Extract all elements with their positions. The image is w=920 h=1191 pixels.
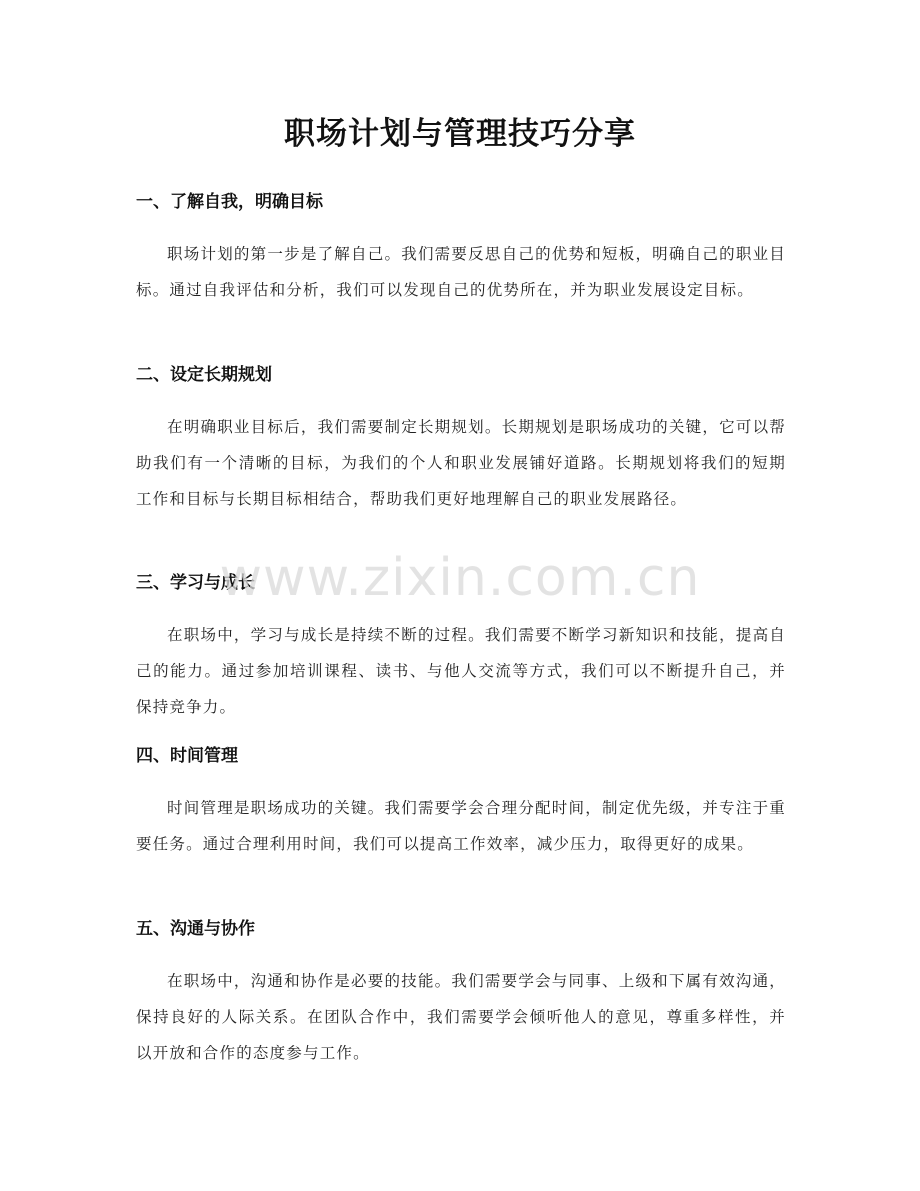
section-paragraph: 在职场中，学习与成长是持续不断的过程。我们需要不断学习新知识和技能，提高自己的能力。通过参加培训课程、读书、与他人交流等方式，我们可以不断提升自己，并保持竞争力。	[136, 626, 786, 716]
watermark: www.zixin.com.cn	[219, 548, 701, 608]
section-heading: 四、时间管理	[136, 746, 238, 766]
section-paragraph: 职场计划的第一步是了解自己。我们需要反思自己的优势和短板，明确自己的职业目标。通过自我评估和分析，我们可以发现自己的优势所在，并为职业发展设定目标。	[136, 245, 786, 299]
section-3	[136, 571, 786, 725]
section-paragraph: 在职场中，沟通和协作是必要的技能。我们需要学会与同事、上级和下属有效沟通，保持良好的人际关系。在团队合作中，我们需要学会倾听他人的意见，尊重多样性，并以开放和合作的态度参与工作。	[136, 972, 786, 1062]
section-heading: 三、学习与成长	[136, 573, 255, 593]
section-heading: 二、设定长期规划	[136, 365, 272, 385]
section-heading: 五、沟通与协作	[136, 919, 255, 939]
section-paragraph: 时间管理是职场成功的关键。我们需要学会合理分配时间，制定优先级，并专注于重要任务。通过合理利用时间，我们可以提高工作效率，减少压力，取得更好的成果。	[136, 799, 786, 853]
section-heading: 一、了解自我，明确目标	[136, 192, 323, 212]
section-paragraph: 在明确职业目标后，我们需要制定长期规划。长期规划是职场成功的关键，它可以帮助我们有一个清晰的目标，为我们的个人和职业发展铺好道路。长期规划将我们的短期工作和目标与长期目标相结合，帮助我们更好地理解自己的职业发展路径。	[136, 418, 786, 508]
section-4	[136, 744, 786, 862]
page-title: 职场计划与管理技巧分享	[284, 116, 636, 152]
section-2	[136, 363, 786, 517]
section-5	[136, 917, 786, 1071]
section-1	[136, 190, 786, 308]
